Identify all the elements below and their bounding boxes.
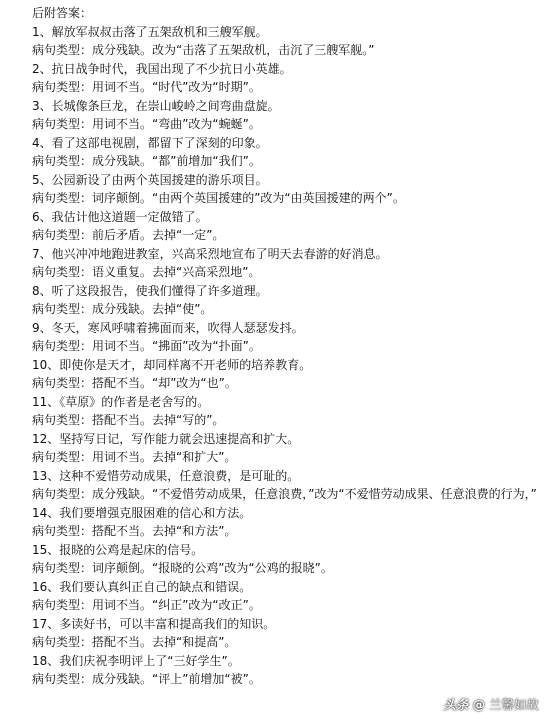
question-line: 5、公园新设了由两个英国援建的游乐项目。 (32, 172, 268, 187)
answer-line: 病句类型：搭配不当。去掉“和方法”。 (32, 524, 237, 538)
answer-line: 病句类型：语义重复。去掉“兴高采烈地”。 (32, 265, 261, 279)
answer-line: 病句类型：成分残缺。改为“击落了五架敌机，击沉了三艘军舰。” (32, 43, 375, 57)
answer-line: 病句类型：用词不当。去掉“和扩大”。 (32, 450, 237, 464)
question-line: 6、我估计他这道题一定做错了。 (32, 209, 208, 224)
watermark-author: 兰馨如故 (488, 697, 539, 712)
answer-document (32, 4, 544, 689)
answer-line: 病句类型：搭配不当。去掉“和提高”。 (32, 635, 237, 649)
question-line: 13、这种不爱惜劳动成果，任意浪费，是可耻的。 (32, 468, 300, 483)
question-line: 14、我们要增强克服困难的信心和方法。 (32, 505, 252, 520)
answer-line: 病句类型：搭配不当。去掉“写的”。 (32, 413, 225, 427)
answer-line: 病句类型：词序颠倒。“报晓的公鸡”改为“公鸡的报晓”。 (32, 561, 333, 575)
answer-line: 病句类型：用词不当。“纠正”改为“改正”。 (32, 598, 261, 612)
question-line: 11、《草原》的作者是老舍写的。 (32, 394, 210, 409)
question-line: 17、多读好书，可以丰富和提高我们的知识。 (32, 616, 276, 631)
question-line: 9、冬天，寒风呼啸着拂面而来，吹得人瑟瑟发抖。 (32, 320, 304, 335)
question-line: 3、长城像条巨龙，在崇山峻岭之间弯曲盘旋。 (32, 98, 280, 113)
answer-line: 病句类型：用词不当。“时代”改为“时期”。 (32, 80, 261, 94)
answer-line: 病句类型：词序颠倒。“由两个英国援建的”改为“由英国援建的两个”。 (32, 191, 405, 205)
watermark-platform: 头条 (443, 697, 469, 712)
question-line: 8、听了这段报告，使我们懂得了许多道理。 (32, 283, 268, 298)
answer-line: 病句类型：前后矛盾。去掉“一定”。 (32, 228, 225, 242)
question-line: 16、我们要认真纠正自己的缺点和错误。 (32, 579, 252, 594)
question-line: 12、坚持写日记，写作能力就会迅速提高和扩大。 (32, 431, 300, 446)
question-line: 7、他兴冲冲地跑进教室，兴高采烈地宣布了明天去春游的好消息。 (32, 246, 388, 261)
question-line: 15、报晓的公鸡是起床的信号。 (32, 542, 204, 557)
question-line: 10、即使你是天才，却同样离不开老师的培养教育。 (32, 357, 312, 372)
answer-line: 病句类型：搭配不当。“却”改为“也”。 (32, 376, 237, 390)
question-line: 1、解放军叔叔击落了五架敌机和三艘军舰。 (32, 24, 268, 39)
answer-line: 病句类型：成分残缺。去掉“使”。 (32, 302, 213, 316)
document-title: 后附答案： (32, 6, 93, 20)
watermark (443, 695, 539, 713)
answer-line: 病句类型：用词不当。“拂面”改为“扑面”。 (32, 339, 261, 353)
watermark-at: @ (472, 696, 485, 712)
answer-line: 病句类型：成分残缺。“不爱惜劳动成果，任意浪费，”改为“不爱惜劳动成果、任意浪费的行为，” (32, 487, 537, 501)
question-line: 4、看了这部电视剧，都留下了深刻的印象。 (32, 135, 268, 150)
answer-line: 病句类型：用词不当。“弯曲”改为“蜿蜒”。 (32, 117, 261, 131)
question-line: 2、抗日战争时代，我国出现了不少抗日小英雄。 (32, 61, 292, 76)
question-line: 18、我们庆祝李明评上了“三好学生”。 (32, 653, 240, 668)
answer-line: 病句类型：成分残缺。“都”前增加“我们”。 (32, 154, 261, 168)
answer-line: 病句类型：成分残缺。“评上”前增加“被”。 (32, 672, 261, 686)
